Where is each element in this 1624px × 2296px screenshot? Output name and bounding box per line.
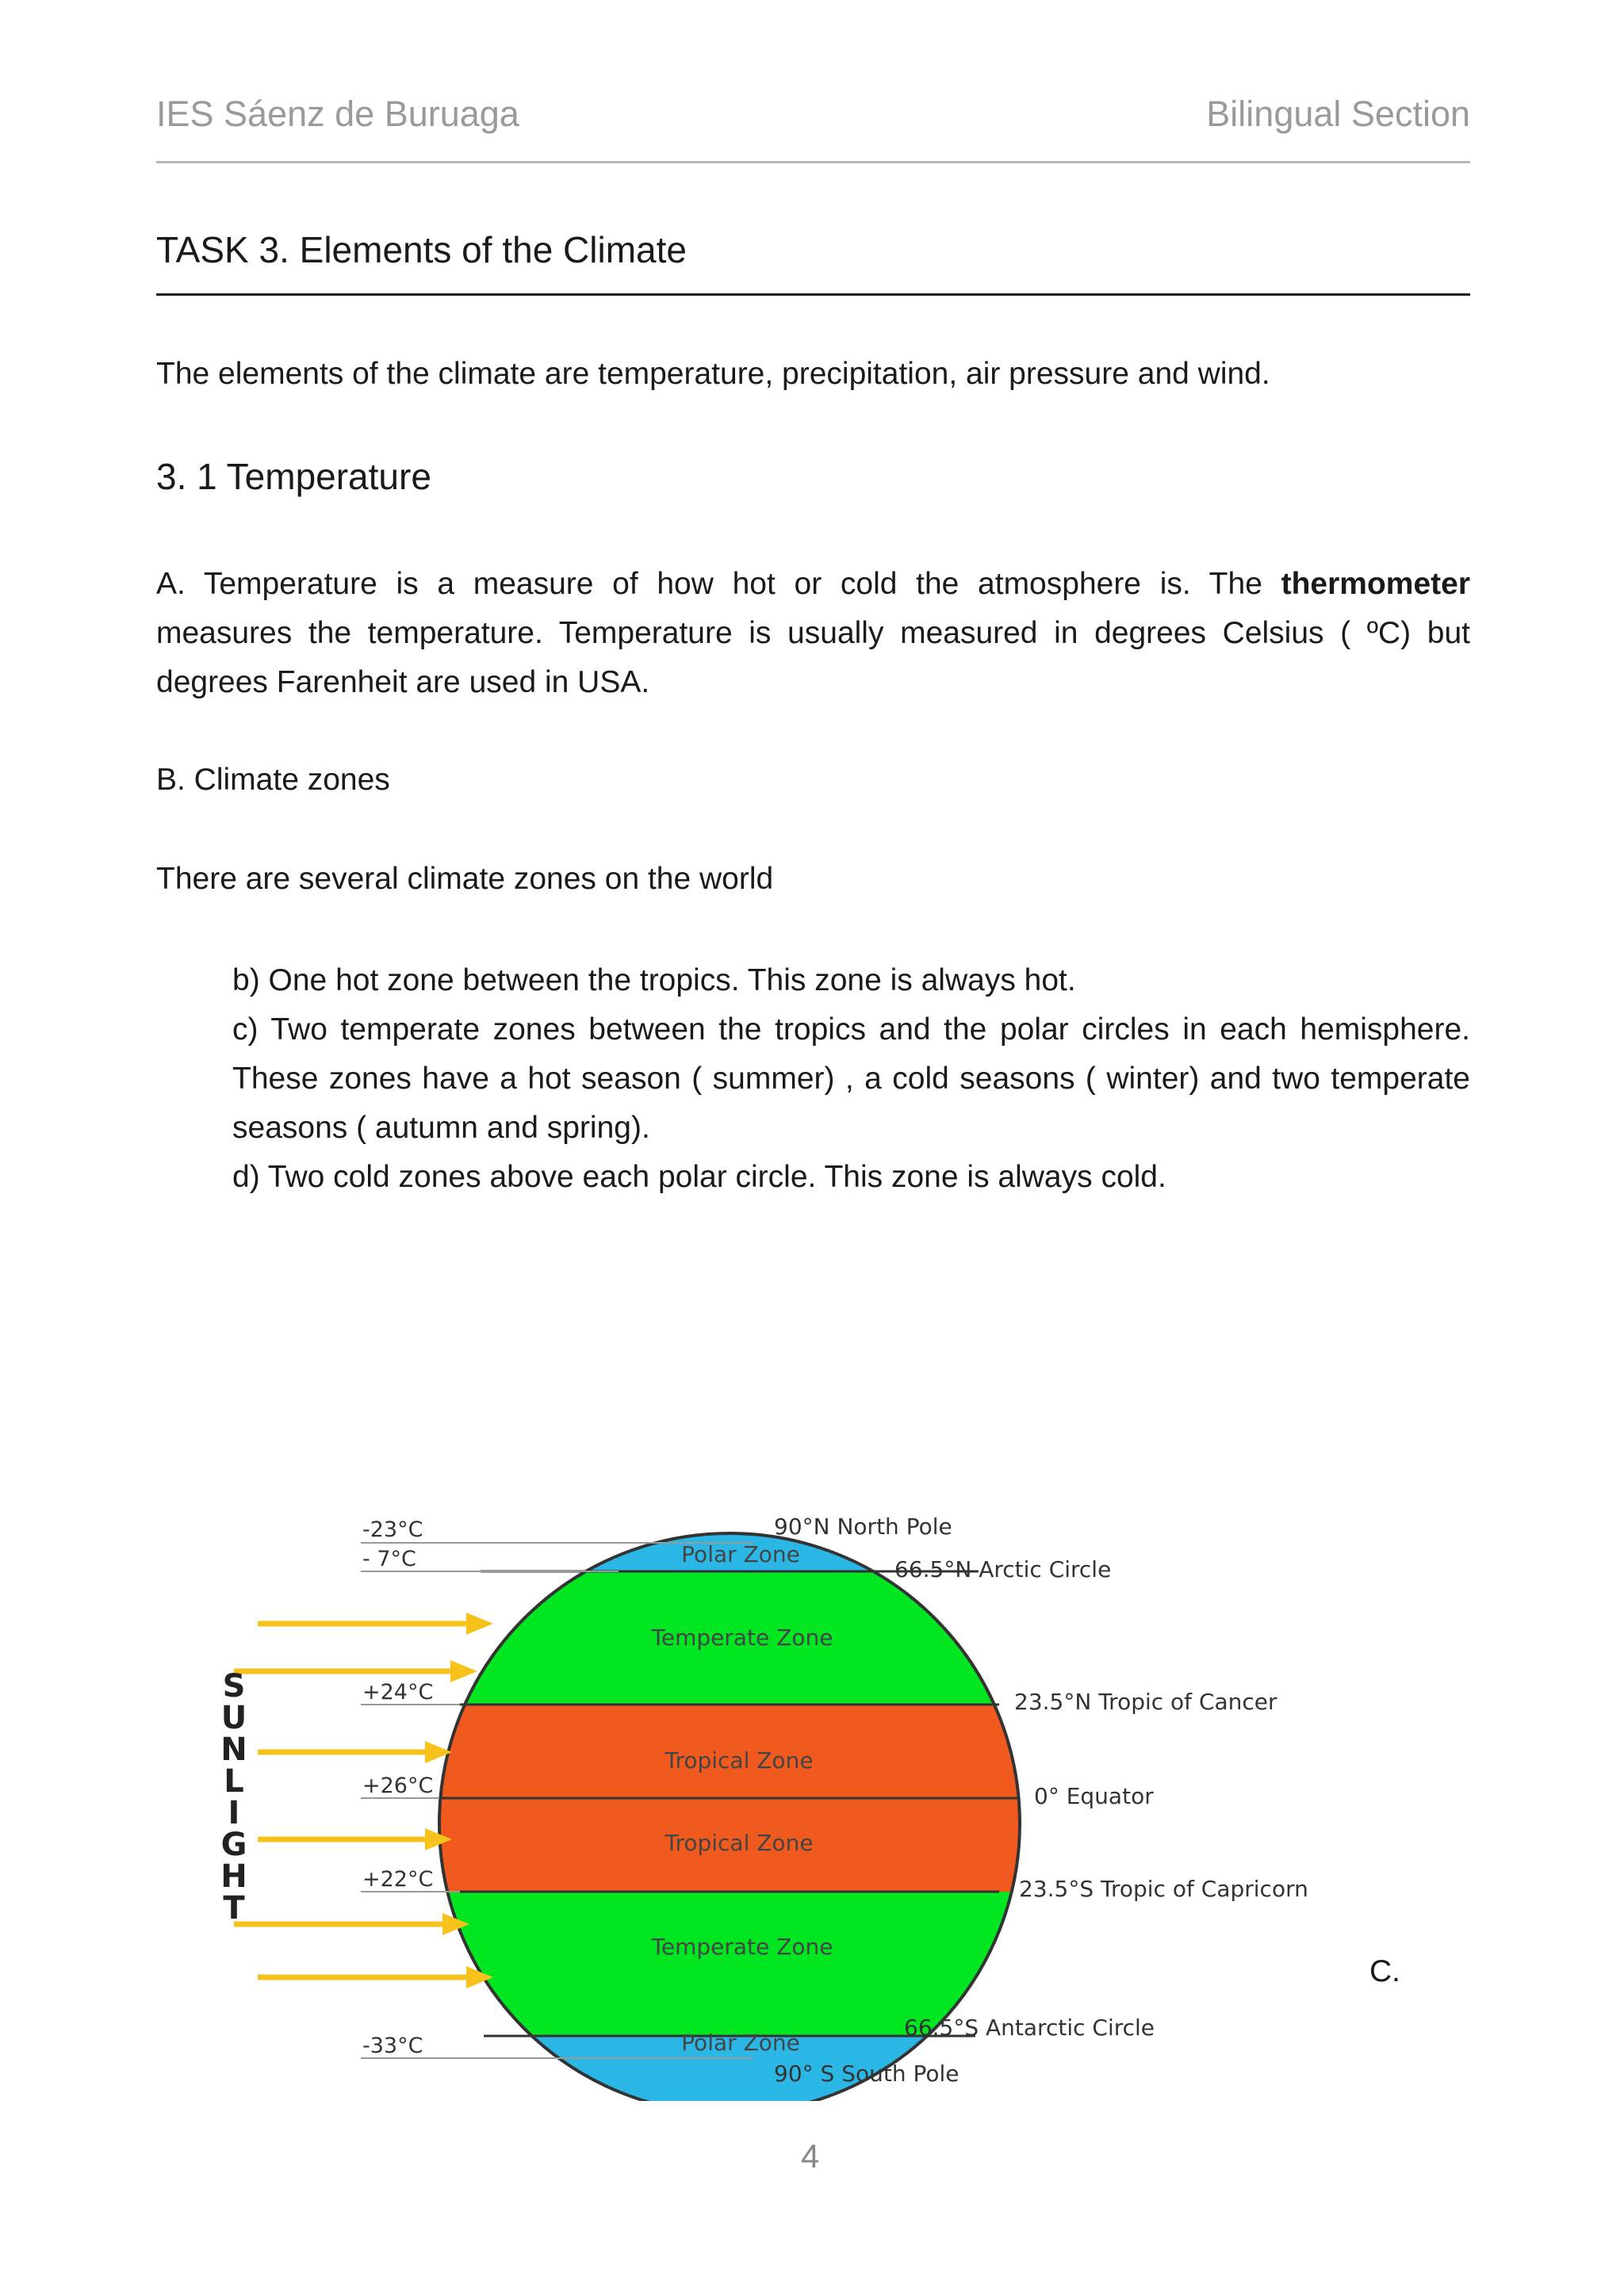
sun-arrow-icon [258, 1966, 493, 1988]
sunlight-letter: S [222, 1668, 246, 1705]
zone-label: Tropical Zone [665, 1747, 814, 1774]
temp-label: +26°C [362, 1774, 434, 1798]
zone-label: Temperate Zone [651, 1934, 833, 1960]
subheading-climate-zones: B. Climate zones [156, 763, 390, 797]
sunlight-letter: G [220, 1827, 247, 1863]
latitude-label: 90° S South Pole [774, 2061, 959, 2087]
figure-label: C. [1369, 1954, 1400, 1988]
sun-arrow-icon [258, 1741, 452, 1763]
latitude-label: 66.5°S Antarctic Circle [904, 2015, 1155, 2041]
temp-label: +22°C [362, 1867, 434, 1892]
temperature-paragraph [156, 560, 1470, 707]
intro-paragraph: The elements of the climate are temperature, precipitation, air pressure and wind. [156, 357, 1270, 391]
sun-arrow-icon [258, 1828, 452, 1850]
list-item: d) Two cold zones above each polar circle. This zone is always cold. [232, 1160, 1166, 1194]
climate-zones-diagram [198, 1498, 1348, 2101]
sunlight-letter: I [228, 1795, 240, 1831]
sunlight-letter: U [220, 1700, 247, 1736]
zones-intro: There are several climate zones on the world [156, 862, 774, 896]
sun-arrow-icon [234, 1660, 477, 1682]
section-title: 3. 1 Temperature [156, 456, 431, 497]
page-header [156, 94, 1470, 163]
sun-arrow-icon [258, 1613, 493, 1635]
zone-label: Polar Zone [681, 2030, 800, 2056]
sunlight-letter: L [224, 1763, 244, 1800]
zone-label: Temperate Zone [651, 1624, 833, 1651]
zone-list [232, 956, 1470, 1202]
latitude-label: 90°N North Pole [774, 1513, 952, 1540]
latitude-label: 66.5°N Arctic Circle [894, 1556, 1112, 1582]
para-a-text-1: A. Temperature is a measure of how hot or cold the atmosphere is. The [156, 567, 1281, 601]
sunlight-letter: T [223, 1890, 245, 1927]
temp-label: - 7°C [362, 1547, 416, 1571]
page-number: 4 [801, 2137, 820, 2175]
task-title: TASK 3. Elements of the Climate [156, 228, 1470, 296]
para-a-text-2: measures the temperature. Temperature is usually measured in degrees Celsius ( ºC) but degrees Farenheit are used in USA. [156, 616, 1470, 699]
list-item: b) One hot zone between the tropics. This zone is always hot. [232, 963, 1076, 997]
latitude-label: 23.5°S Tropic of Capricorn [1019, 1876, 1308, 1902]
sunlight-label [220, 1668, 247, 1927]
zone-label: Polar Zone [681, 1541, 800, 1567]
sunlight-letter: H [220, 1858, 247, 1895]
header-section: Bilingual Section [1206, 94, 1470, 134]
temp-label: +24°C [362, 1680, 434, 1705]
zone-label: Tropical Zone [665, 1830, 814, 1856]
header-school: IES Sáenz de Buruaga [156, 94, 519, 134]
temp-label: -33°C [362, 2034, 423, 2058]
para-a-bold: thermometer [1281, 567, 1470, 601]
temp-label: -23°C [362, 1517, 423, 1542]
list-item: c) Two temperate zones between the tropics and the polar circles in each hemisphere. These zones have a hot season ( summer) , a cold seasons ( winter) and two temperate seasons ( autumn and spring). [232, 1012, 1470, 1145]
latitude-label: 0° Equator [1034, 1783, 1154, 1809]
latitude-label: 23.5°N Tropic of Cancer [1014, 1689, 1277, 1715]
sun-arrow-icon [234, 1913, 469, 1935]
sunlight-letter: N [220, 1732, 247, 1768]
